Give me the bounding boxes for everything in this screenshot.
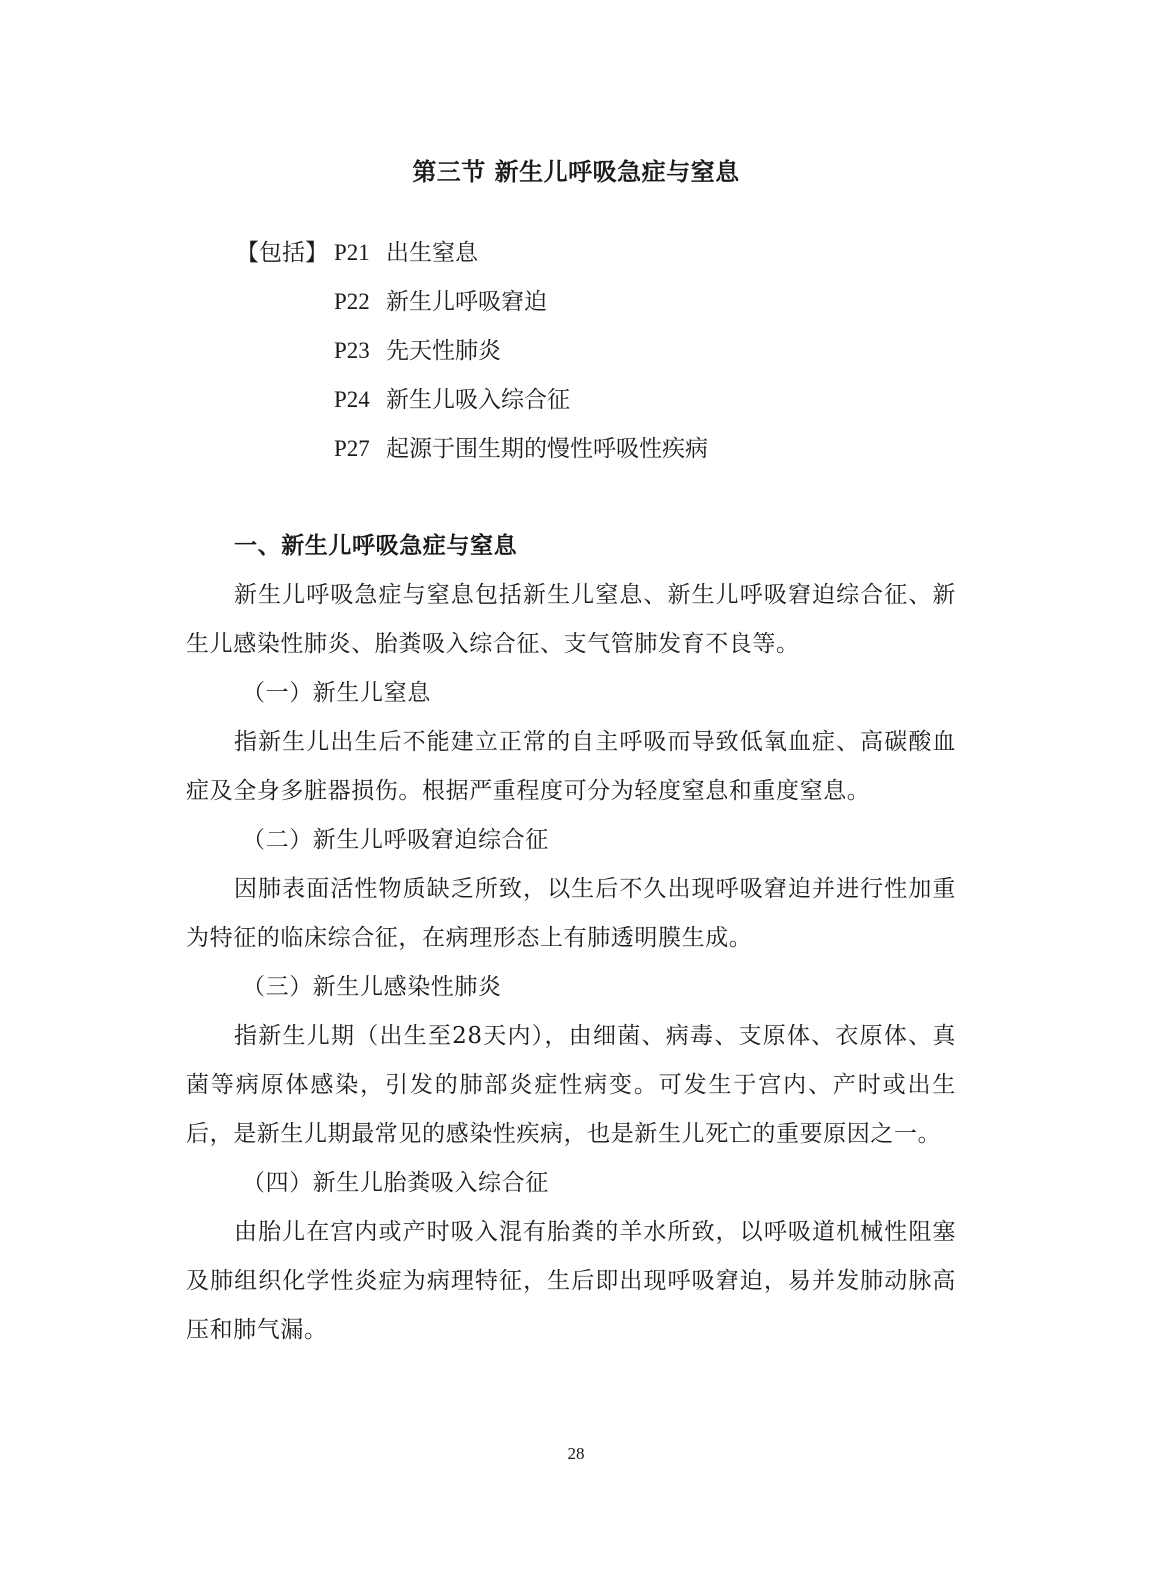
includes-name: 起源于围生期的慢性呼吸性疾病 bbox=[386, 436, 708, 462]
includes-row bbox=[236, 428, 708, 477]
subheading-3: （三）新生儿感染性肺炎 bbox=[242, 974, 502, 1000]
subheading-2: （二）新生儿呼吸窘迫综合征 bbox=[242, 827, 549, 853]
subheading-1: （一）新生儿窒息 bbox=[242, 680, 431, 706]
includes-code: P21 bbox=[334, 240, 370, 265]
heading-1: 一、新生儿呼吸急症与窒息 bbox=[234, 533, 518, 559]
includes-row bbox=[236, 330, 708, 379]
includes-name: 新生儿吸入综合征 bbox=[386, 387, 570, 413]
includes-name: 先天性肺炎 bbox=[386, 338, 501, 364]
paragraph-intro: 新生儿呼吸急症与窒息包括新生儿窒息、新生儿呼吸窘迫综合征、新生儿感染性肺炎、胎粪吸入综合征、支气管肺发育不良等。 bbox=[186, 582, 956, 657]
includes-code: P27 bbox=[334, 436, 370, 461]
includes-list bbox=[236, 232, 708, 477]
body-text bbox=[186, 522, 956, 1355]
includes-name: 新生儿呼吸窘迫 bbox=[386, 289, 547, 315]
includes-label: 【包括】 bbox=[236, 240, 328, 266]
paragraph-2: 因肺表面活性物质缺乏所致，以生后不久出现呼吸窘迫并进行性加重为特征的临床综合征，在病理形态上有肺透明膜生成。 bbox=[186, 876, 956, 951]
includes-row bbox=[236, 232, 708, 281]
includes-code: P24 bbox=[334, 387, 370, 412]
section-title: 第三节 新生儿呼吸急症与窒息 bbox=[412, 158, 740, 186]
includes-name: 出生窒息 bbox=[386, 240, 478, 266]
paragraph-1: 指新生儿出生后不能建立正常的自主呼吸而导致低氧血症、高碳酸血症及全身多脏器损伤。根据严重程度可分为轻度窒息和重度窒息。 bbox=[186, 729, 956, 804]
includes-row bbox=[236, 281, 708, 330]
subheading-4: （四）新生儿胎粪吸入综合征 bbox=[242, 1170, 549, 1196]
includes-row bbox=[236, 379, 708, 428]
includes-code: P23 bbox=[334, 338, 370, 363]
paragraph-3: 指新生儿期（出生至28天内），由细菌、病毒、支原体、衣原体、真菌等病原体感染，引发的肺部炎症性病变。可发生于宫内、产时或出生后，是新生儿期最常见的感染性疾病，也是新生儿死亡的重要原因之一。 bbox=[186, 1023, 956, 1147]
paragraph-4: 由胎儿在宫内或产时吸入混有胎粪的羊水所致，以呼吸道机械性阻塞及肺组织化学性炎症为病理特征，生后即出现呼吸窘迫，易并发肺动脉高压和肺气漏。 bbox=[186, 1219, 956, 1343]
page-number: 28 bbox=[567, 1444, 585, 1463]
includes-code: P22 bbox=[334, 289, 370, 314]
